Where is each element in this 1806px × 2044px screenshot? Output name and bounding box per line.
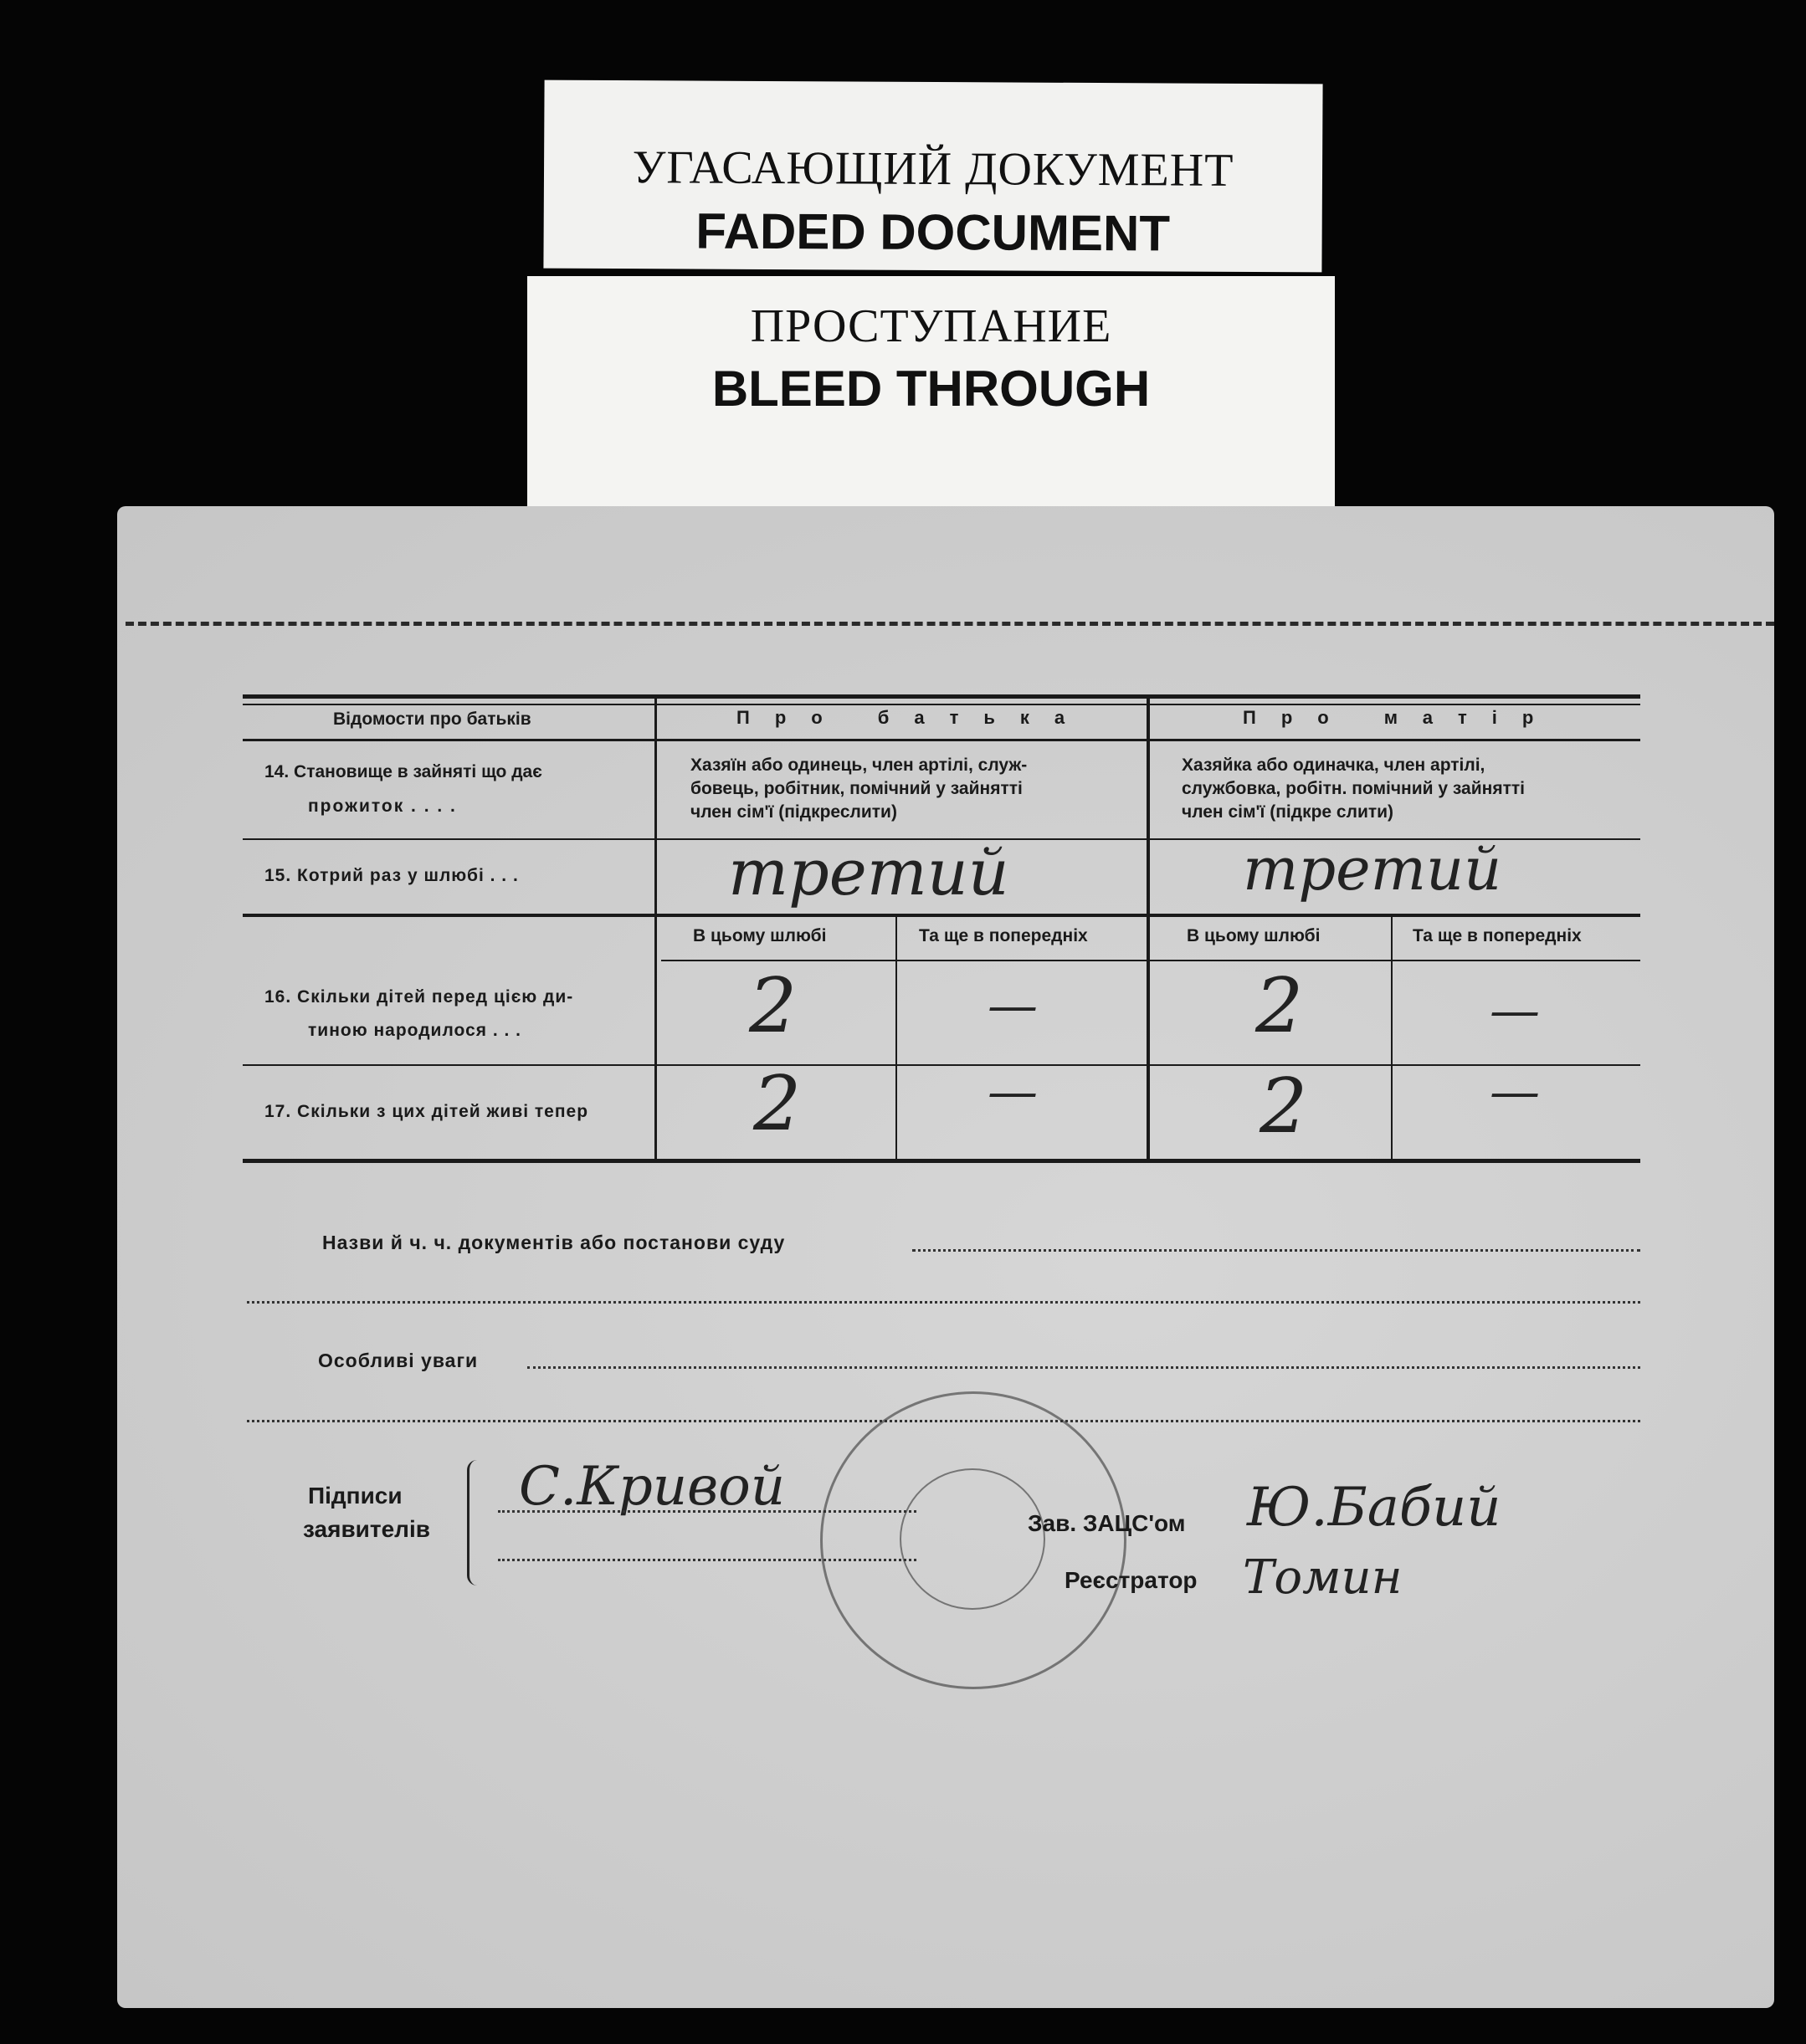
row15-mother-value: третий (1243, 835, 1502, 904)
row15-label: 15. Котрий раз у шлюбі . . . (264, 866, 519, 885)
document-sheet (117, 506, 1774, 2008)
faded-en-text: FADED DOCUMENT (695, 202, 1171, 262)
table-top-rule (243, 694, 1640, 699)
sub-father-this: В цьому шлюбі (693, 926, 827, 945)
registrar-label: Реєстратор (1065, 1567, 1198, 1593)
faded-ru-text: УГАСАЮЩИЙ ДОКУМЕНТ (632, 141, 1234, 197)
col-father-header: Про батька (736, 707, 1090, 728)
row16-father-this: 2 (749, 962, 798, 1050)
head-label: Зав. ЗАЦС'ом (1028, 1510, 1186, 1536)
applicant-signature: С.Кривой (519, 1456, 786, 1518)
row16-label-1: 16. Скільки дітей перед цією ди- (264, 987, 574, 1007)
bleed-through-tag (527, 276, 1335, 512)
row17-father-prev: — (988, 1063, 1038, 1121)
row16-father-prev: — (988, 976, 1038, 1035)
row15-father-value: третий (728, 835, 1009, 909)
row14-father-1: Хазяїн або одинець, член артілі, служ- (690, 756, 1028, 775)
notes-label: Особливі уваги (318, 1350, 479, 1371)
brace (467, 1460, 481, 1586)
row14-mother-2: службовка, робітн. помічний у зайнятті (1182, 779, 1525, 798)
row17-father-this: 2 (753, 1060, 802, 1148)
row14-label-2: прожиток . . . . (308, 797, 457, 816)
registrar-signature: Томин (1243, 1550, 1403, 1605)
documents-label: Назви й ч. ч. документів або постанови суду (322, 1232, 786, 1253)
row14-mother-1: Хазяйка або одиначка, член артілі, (1182, 756, 1485, 775)
col-mother-header: Про матір (1243, 707, 1559, 728)
row14-mother-3: член сім'ї (підкре слити) (1182, 802, 1394, 822)
perforation-line (126, 622, 1774, 626)
row17-mother-this: 2 (1260, 1063, 1308, 1150)
row16-label-2: тиною народилося . . . (308, 1021, 522, 1040)
row17-label: 17. Скільки з цих дітей живі тепер (264, 1102, 589, 1121)
row14-father-2: бовець, робітник, помічний у зайнятті (690, 779, 1023, 798)
sub-mother-prev: Та ще в попередніх (1413, 926, 1582, 945)
col-info-header: Відомости про батьків (333, 710, 531, 729)
bleed-en-text: BLEED THROUGH (711, 361, 1151, 417)
faded-document-tag (543, 80, 1322, 273)
applicants-label-2: заявителів (303, 1516, 430, 1542)
row16-mother-prev: — (1490, 981, 1540, 1040)
sub-father-prev: Та ще в попередніх (919, 926, 1088, 945)
row14-label-1: 14. Становище в зайняті що дає (264, 762, 542, 781)
head-signature: Ю.Бабий (1247, 1477, 1501, 1539)
row14-father-3: член сім'ї (підкреслити) (690, 802, 897, 822)
applicants-label-1: Підписи (308, 1483, 403, 1509)
row16-mother-this: 2 (1255, 962, 1304, 1050)
row17-mother-prev: — (1490, 1063, 1540, 1121)
table-bottom-rule (243, 1159, 1640, 1163)
bleed-ru-text: ПРОСТУПАНИЕ (750, 300, 1112, 352)
sub-mother-this: В цьому шлюбі (1187, 926, 1321, 945)
